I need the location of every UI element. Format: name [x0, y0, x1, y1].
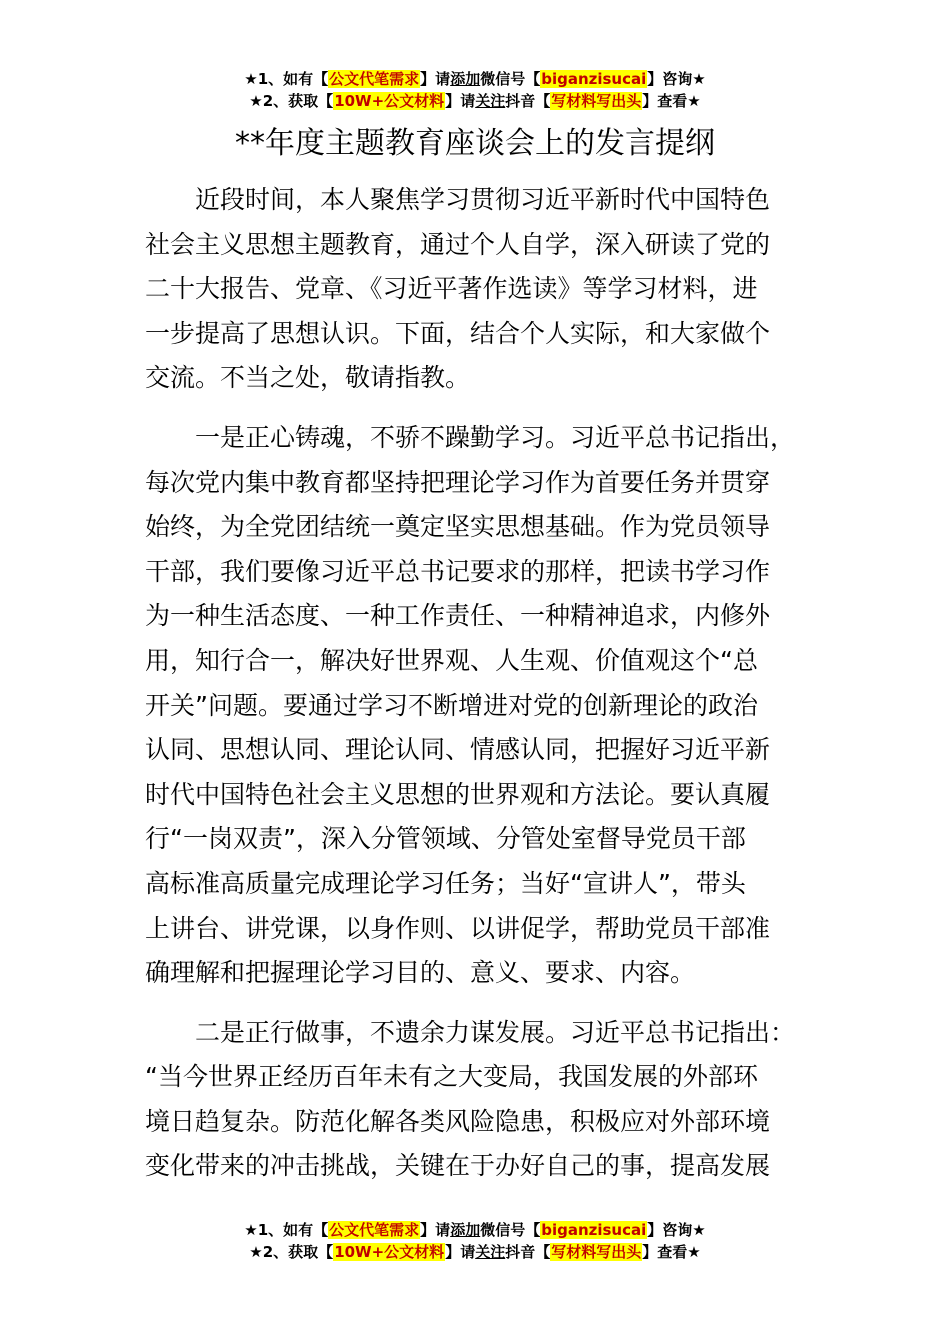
banner-text: ★1、如有【	[244, 1221, 329, 1239]
banner-highlight: biganzisucai	[541, 70, 647, 88]
banner-highlight: 10W+公文材料	[334, 92, 445, 110]
document-body	[145, 178, 835, 1204]
text-line: 时代中国特色社会主义思想的世界观和方法论。要认真履	[145, 779, 771, 809]
banner-highlight: 公文代笔需求	[329, 1221, 420, 1239]
banner-highlight: 写材料写出头	[551, 1243, 642, 1261]
banner-text: 】请	[420, 70, 451, 88]
paragraph-intro	[145, 178, 835, 401]
banner-text: ★2、获取【	[249, 1243, 334, 1261]
banner-underline: 关注	[475, 92, 506, 110]
text-line: 境日趋复杂。防范化解各类风险隐患，积极应对外部环境	[145, 1106, 771, 1136]
header-banner	[0, 68, 950, 112]
banner-text: ★1、如有【	[244, 70, 329, 88]
text-line: 认同、思想认同、理论认同、情感认同，把握好习近平新	[145, 735, 771, 765]
banner-line-2	[0, 1241, 950, 1263]
text-line: 高标准高质量完成理论学习任务；当好“宣讲人”，带头	[145, 868, 746, 898]
text-line: 上讲台、讲党课，以身作则、以讲促学，帮助党员干部准	[145, 913, 771, 943]
text-line: 社会主义思想主题教育，通过个人自学，深入研读了党的	[145, 229, 771, 259]
text-line: 二十大报告、党章、《习近平著作选读》等学习材料，进	[145, 274, 758, 304]
text-line: 一是正心铸魂，不骄不躁勤学习。习近平总书记指出，	[195, 422, 796, 452]
banner-underline: 添加	[450, 1221, 481, 1239]
banner-text: 抖音【	[505, 1243, 551, 1261]
banner-text: 】查看★	[642, 1243, 701, 1261]
text-line: 变化带来的冲击挑战，关键在于办好自己的事，提高发展	[145, 1151, 771, 1181]
footer-banner	[0, 1219, 950, 1263]
text-line: “当今世界正经历百年未有之大变局，我国发展的外部环	[145, 1062, 758, 1092]
banner-line-1	[0, 1219, 950, 1241]
banner-text: 微信号【	[480, 1221, 541, 1239]
banner-line-1	[0, 68, 950, 90]
banner-highlight: biganzisucai	[541, 1221, 647, 1239]
document-title: **年度主题教育座谈会上的发言提纲	[235, 126, 715, 161]
text-line: 行“一岗双责”，深入分管领域、分管处室督导党员干部	[145, 824, 746, 854]
banner-text: 抖音【	[505, 92, 551, 110]
text-line: 用，知行合一，解决好世界观、人生观、价值观这个“总	[145, 645, 758, 675]
text-line: 每次党内集中教育都坚持把理论学习作为首要任务并贯穿	[145, 467, 771, 497]
banner-highlight: 公文代笔需求	[329, 70, 420, 88]
text-line: 近段时间，本人聚焦学习贯彻习近平新时代中国特色	[195, 185, 771, 214]
text-line: 一步提高了思想认识。下面，结合个人实际，和大家做个	[145, 318, 771, 348]
banner-text: 】请	[445, 92, 476, 110]
banner-text: 】请	[420, 1221, 451, 1239]
banner-highlight: 10W+公文材料	[334, 1243, 445, 1261]
paragraph-point-2	[145, 1011, 835, 1189]
banner-text: ★2、获取【	[249, 92, 334, 110]
banner-text: 】咨询★	[647, 1221, 706, 1239]
text-line: 干部，我们要像习近平总书记要求的那样，把读书学习作	[145, 556, 771, 586]
banner-text: 微信号【	[480, 70, 541, 88]
text-line: 始终，为全党团结统一奠定坚实思想基础。作为党员领导	[145, 512, 771, 542]
banner-line-2	[0, 90, 950, 112]
text-line: 确理解和把握理论学习目的、意义、要求、内容。	[145, 958, 696, 988]
banner-text: 】查看★	[642, 92, 701, 110]
text-line: 交流。不当之处，敬请指教。	[145, 363, 471, 393]
paragraph-point-1	[145, 416, 835, 996]
text-line: 为一种生活态度、一种工作责任、一种精神追求，内修外	[145, 601, 771, 631]
banner-underline: 关注	[475, 1243, 506, 1261]
text-line: 二是正行做事，不遗余力谋发展。习近平总书记指出：	[195, 1017, 796, 1047]
banner-text: 】咨询★	[647, 70, 706, 88]
text-line: 开关”问题。要通过学习不断增进对党的创新理论的政治	[145, 690, 758, 720]
banner-highlight: 写材料写出头	[551, 92, 642, 110]
banner-underline: 添加	[450, 70, 481, 88]
banner-text: 】请	[445, 1243, 476, 1261]
